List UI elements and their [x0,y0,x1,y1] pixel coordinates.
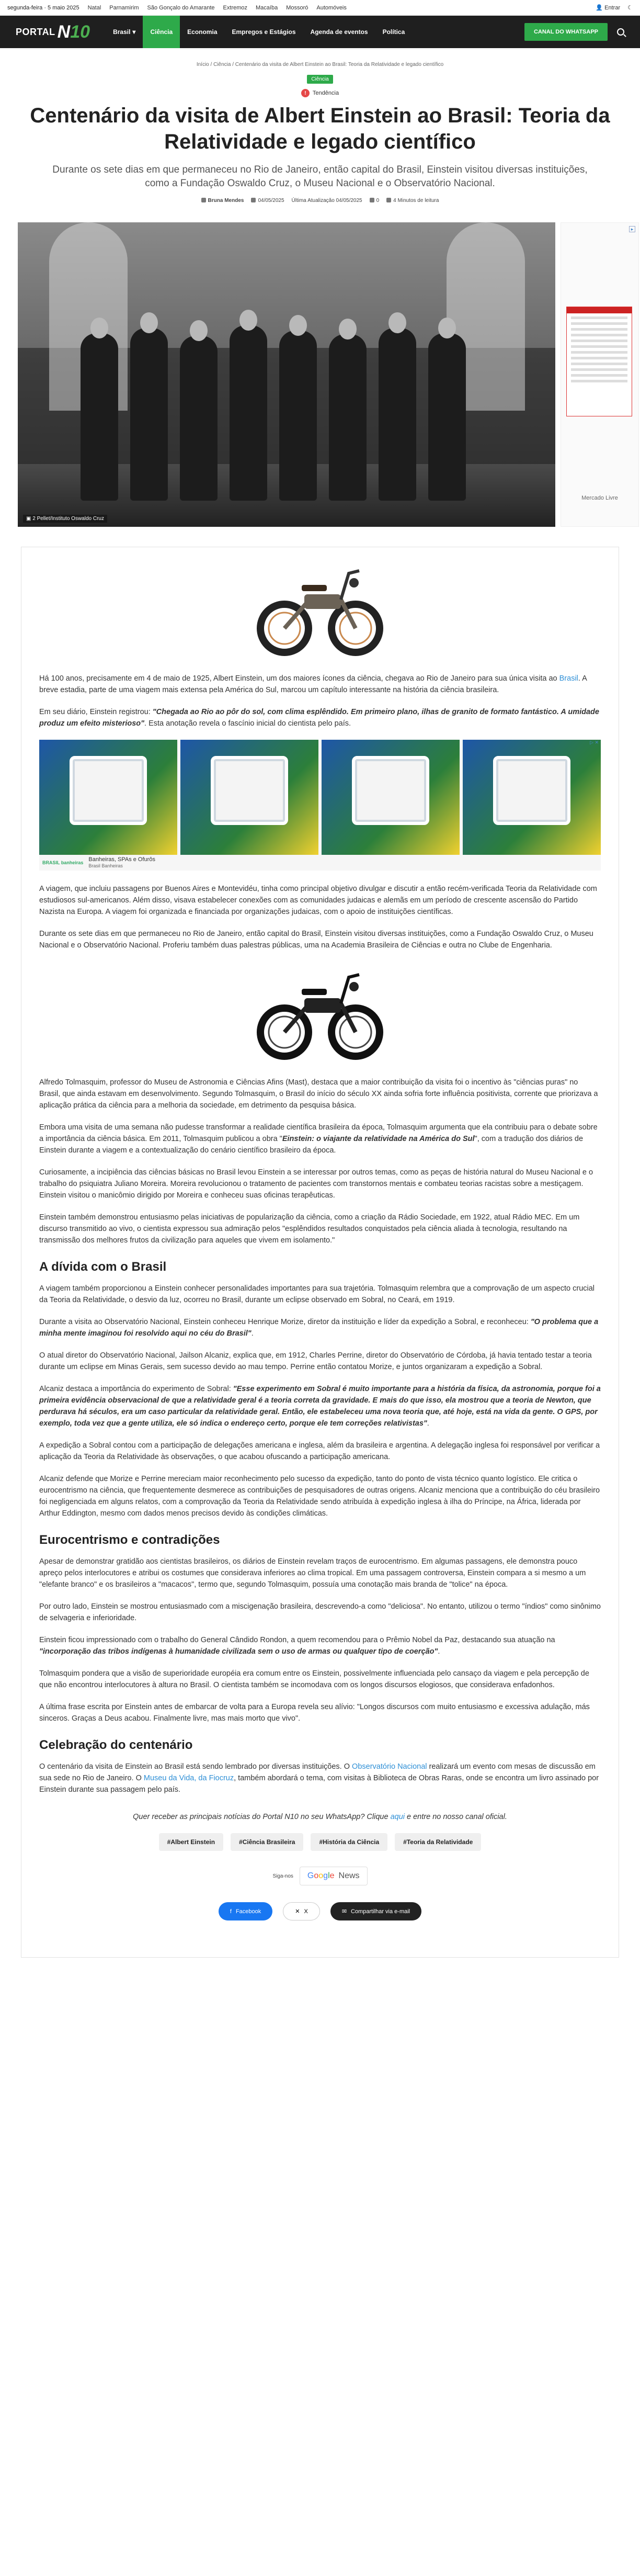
category-badge[interactable]: Ciência [307,75,333,84]
heading-celebracao: Celebração do centenário [39,1738,193,1752]
paragraph-3: A viagem, que incluiu passagens por Buenos Aires e Montevidéu, tinha como principal objetivo divulgar e discutir a então recém-verificada Teoria da Relatividade com estudiosos sul-americanos. Além disso, visava estabelecer conexões com as comunidades judaicas e alemãs em um período de crescente ascensão do Partido Nazista na Europa. A viagem foi organizada e financiada por organizações judaicas, com o apoio de instituições científicas. [39,885,597,916]
article-body [21,547,619,1958]
nav-item-agenda[interactable]: Agenda de eventos [310,28,368,36]
topbar-link-sao-goncalo[interactable]: São Gonçalo do Amarante [147,4,215,11]
search-icon[interactable] [617,28,624,36]
nav-item-ciencia[interactable]: Ciência [143,16,180,48]
ad-close-icon[interactable]: ▸ [629,226,635,232]
paragraph-7: Curiosamente, a incipiência das ciências básicas no Brasil levou Einstein a se interessar por outros temas, como as peças de história natural do Museu Nacional e o trabalho do psiquiatra Juliano Moreira. Moreira revolucionou o tratamento de pacientes com transtornos mentais e combateu teorias racistas sobre a mestiçagem. Einstein visitou o manicômio dirigido por Moreira e conheceu suas oficinas terapêuticas. [39,1168,593,1200]
ad-headline: Banheiras, SPAs e Ofurôs Brasil Banheiras [88,856,155,868]
ad-tile-1 [39,740,177,855]
paragraph-5: Alfredo Tolmasquim, professor do Museu de Astronomia e Ciências Afins (Mast), destaca que a maior contribuição da visita foi o incentivo às "ciências puras" no Brasil, que ainda estavam em desenvolvimento. Segundo Tolmasquim, o Brasil do início do século XX ainda sofria forte influência positivista, corrente que priorizava a aplicação prática da ciência para a melhoria da sociedade, em detrimento da pesquisa básica. [39,1078,598,1110]
comment-icon [370,198,374,202]
topbar-link-parnamirim[interactable]: Parnamirim [109,4,139,11]
whatsapp-channel-button[interactable]: CANAL DO WHATSAPP [524,23,608,41]
tag-ciencia-brasileira[interactable]: #Ciência Brasileira [231,1833,303,1851]
x-icon: ✕ [295,1908,300,1915]
ad-tile-4 [463,740,601,855]
main-navbar [0,16,640,48]
share-x-button[interactable]: ✕ X [283,1902,320,1920]
trend-indicator [0,89,640,97]
paragraph-19: A última frase escrita por Einstein antes de embarcar de volta para a Europa revela seu alívio: "Longos discursos com muito entusiasmo e excessiva adulação, más sinceros. Graças a Deus acabou. Finalmente livre, mas mais morto que vivo". [39,1703,590,1723]
share-facebook-button[interactable]: f Facebook [219,1902,272,1920]
hero-image [18,222,555,527]
tag-list [39,1833,601,1851]
ad-bike-image[interactable] [39,558,601,657]
follow-us [39,1867,601,1885]
ad-brand-logo: BRASIL banheiras [42,860,84,865]
email-icon: ✉ [341,1908,347,1915]
ad-product-card [566,307,632,416]
article-meta [0,198,640,204]
comment-count[interactable]: 0 [370,198,380,204]
nav-item-empregos[interactable]: Empregos e Estágios [232,28,296,36]
nav-item-politica[interactable]: Política [382,28,405,36]
share-buttons [39,1902,601,1936]
ad-source-label: Mercado Livre [581,495,618,501]
link-museu-da-vida[interactable]: Museu da Vida, da Fiocruz [143,1774,234,1782]
trend-label: Tendência [312,90,339,96]
breadcrumb[interactable]: Início / Ciência / Centenário da visita de Albert Einstein ao Brasil: Teoria da Relatividade e legado científico [196,62,444,67]
top-bar-left [7,5,347,11]
ad-choices-icon[interactable]: ▷ ✕ [590,740,599,745]
paragraph-15: Apesar de demonstrar gratidão aos cientistas brasileiros, os diários de Einstein revelam traços de eurocentrismo. Em algumas passagens, ele demonstra pouco apreço pelos interlocutores e atribui os costumes que considerava inferiores ao clima tropical. Em uma passagem controversa, Einstein compara a si mesmo a um "elefante branco" e os brasileiros a "macacos", termo que, segundo Tolmasquim, possuía uma conotação mais branda de "tolice" na época. [39,1557,586,1589]
link-observatorio-nacional[interactable]: Observatório Nacional [352,1762,427,1771]
image-credit: ▣ 2 Pellet/Instituto Oswaldo Cruz [23,515,107,523]
chevron-down-icon: ▾ [132,28,136,36]
paragraph-2: Em seu diário, Einstein registrou: "Chegada ao Rio ao pôr do sol, com clima esplêndido. Em primeiro plano, ilhas de granito de formato fantástico. A umidade produz um efeito misterioso". Esta anotação revela o fascínio inicial do cientista pelo país. [39,708,599,728]
article-subtitle: Durante os sete dias em que permaneceu no Rio de Janeiro, então capital do Brasil, Einstein visitou diversas instituições, como a Fundação Oswaldo Cruz, o Museu Nacional e o Observatório Nacional. [52,164,588,189]
nav-right [524,23,624,41]
side-advertisement[interactable] [561,222,639,527]
tag-historia-da-ciencia[interactable]: #História da Ciência [311,1833,387,1851]
whatsapp-cta-link[interactable]: aqui [390,1813,405,1821]
paragraph-6: Embora uma visita de uma semana não pudesse transformar a realidade científica brasileira da época, Tolmasquim argumenta que ela contribuiu para o debate sobre a importância da ciência básica. Em 2011, Tolmasquim publicou a obra "Einstein: o viajante da relatividade na América do Sul", com a tradução dos diários de Einstein durante a viagem e a contextualização do cenário científico brasileiro da época. [39,1123,598,1155]
facebook-icon: f [230,1908,232,1915]
ad-tile-3 [322,740,460,855]
read-time: 4 Minutos de leitura [386,198,439,204]
nav-menu [106,16,412,48]
logo-portal-text: PORTAL [16,26,55,37]
top-bar-right [596,4,633,11]
publish-date: 04/05/2025 [251,198,284,204]
ad-banner-bathtubs[interactable] [39,740,601,871]
calendar-icon [251,198,256,202]
ad-tile-2 [180,740,318,855]
top-bar [0,0,640,16]
trend-icon: ! [301,89,310,97]
clock-icon [386,198,391,202]
dark-mode-toggle-icon[interactable]: ☾ [627,5,633,11]
user-icon [201,198,206,202]
paragraph-11: O atual diretor do Observatório Nacional, Jailson Alcaniz, explica que, em 1912, Charles Perrine, diretor do Observatório de Córdoba, já havia tentado testar a teoria durante um eclipse em Minas Gerais, sem sucesso devido ao mau tempo. Perrine então contatou Morize, e juntos organizaram a expedição a Sobral. [39,1351,592,1371]
camera-icon: ▣ [26,516,33,522]
topbar-link-macaiba[interactable]: Macaíba [256,4,278,11]
updated-date: Última Atualização 04/05/2025 [291,198,362,204]
site-logo[interactable] [16,22,90,42]
paragraph-8: Einstein também demonstrou entusiasmo pelas iniciativas de popularização da ciência, como a criação da Rádio Sociedade, em 1922, atual Rádio MEC. Em um discurso transmitido ao vivo, o cientista expressou sua admiração pelos "esplêndidos resultados conquistados pela ciência aliada à tecnologia, resultando na transmissão dos melhores frutos da civilização para aqueles que vivem em isolamento." [39,1213,580,1245]
ad-bike-image-2[interactable] [39,962,601,1061]
user-icon: 👤 [596,5,605,11]
ebike-ad-graphic-2 [252,962,388,1061]
heading-divida: A dívida com o Brasil [39,1260,167,1274]
paragraph-17: Einstein ficou impressionado com o trabalho do General Cândido Rondon, a quem recomendou para o Prêmio Nobel da Paz, destacando sua atuação na "incorporação das tribos indígenas à humanidade civilizada sem o uso de armas ou qualquer tipo de coerção". [39,1636,555,1656]
paragraph-20: O centenário da visita de Einstein ao Brasil está sendo lembrado por diversas instituições. O Observatório Nacional realizará um evento com mesas de discussão em sua sede no Rio de Janeiro. O Museu da Vida, da Fiocruz, também abordará o tema, com visitas à Biblioteca de Obras Raras, onde se encontra um livro assinado por Einstein durante sua passagem pelo país. [39,1762,599,1794]
google-news-icon: Google [307,1871,335,1880]
login-link[interactable] [596,4,620,11]
tag-albert-einstein[interactable]: #Albert Einstein [159,1833,223,1851]
paragraph-16: Por outro lado, Einstein se mostrou entusiasmado com a miscigenação brasileira, descrevendo-a como "deliciosa". No entanto, utilizou o termo "índios" como sinônimo de selvageria e inferioridade. [39,1602,601,1622]
paragraph-4: Durante os sete dias em que permaneceu no Rio de Janeiro, então capital do Brasil, Einstein visitou diversas instituições, como a Fundação Oswaldo Cruz, o Museu Nacional e o Observatório Nacional. Proferiu também duas palestras públicas, uma na Academia Brasileira de Ciências e outra no Clube de Engenharia. [39,930,593,950]
login-label: Entrar [604,5,621,11]
paragraph-10: Durante a visita ao Observatório Nacional, Einstein conheceu Henrique Morize, diretor da instituição e líder da expedição a Sobral, e reconheceu: "O problema que a minha mente imaginou foi resolvido aqui no céu do Brasil". [39,1318,599,1338]
nav-item-economia[interactable]: Economia [187,28,218,36]
paragraph-12: Alcaniz destaca a importância do experimento de Sobral: "Esse experimento em Sobral é muito importante para a história da física, da astronomia, porque foi a primeira evidência observacional de que a relatividade geral é a teoria correta da gravidade. E mais do que isso, ela mostrou que a teoria de Newton, que perdurava há séculos, era um caso particular da relatividade geral. Então, ele estabeleceu uma nova teoria que, até hoje, está na vida da gente. O GPS, por exemplo, toda vez que a gente utiliza, ele só indica o endereço certo, porque ele tem correções relativistas". [39,1385,601,1428]
paragraph-14: Alcaniz defende que Morize e Perrine mereciam maior reconhecimento pelo sucesso da expedição, tanto do ponto de vista técnico quanto logístico. Ele critica o eurocentrismo na ciência, que frequentemente desmerece as contribuições de pesquisadores de outras origens. Alcaniz menciona que a contribuição do céu brasileiro foi negligenciada em alguns relatos, com a comprovação da Teoria da Relatividade sendo atribuída à expedição inglesa à ilha do Príncipe, na África, liderada por Arthur Eddington, mesmo com dados menos precisos devido às condições climáticas. [39,1475,600,1518]
tag-teoria-da-relatividade[interactable]: #Teoria da Relatividade [395,1833,481,1851]
paragraph-1: Há 100 anos, precisamente em 4 de maio de 1925, Albert Einstein, um dos maiores ícones da ciência, chegava ao Rio de Janeiro para sua única visita ao Brasil. A breve estadia, parte de uma viagem mais extensa pela América do Sul, marcou um capítulo interessante na história da ciência brasileira. [39,674,587,694]
heading-eurocentrismo: Eurocentrismo e contradições [39,1533,220,1547]
paragraph-18: Tolmasquim pondera que a visão de superioridade européia era comum entre os Einstein, possivelmente influenciada pelo cansaço da viagem e pela percepção de que não encontrou interlocutores à altura no Brasil. O cientista também se incomodava com os longos discursos elogiosos, que considerava enfadonhos. [39,1669,589,1689]
current-date: segunda-feira · 5 maio 2025 [7,4,79,11]
ebike-ad-graphic [252,558,388,657]
author[interactable]: Bruna Mendes [201,198,244,204]
nav-item-brasil[interactable]: Brasil ▾ [113,28,136,36]
share-email-button[interactable]: ✉ Compartilhar via e-mail [330,1902,421,1920]
hero-row [18,222,640,527]
paragraph-9: A viagem também proporcionou a Einstein conhecer personalidades importantes para sua trajetória. Tolmasquim relembra que a comprovação de um aspecto crucial da Teoria da Relatividade, o desvio da luz, ocorreu no Brasil, durante um eclipse observado em Sobral, no Ceará, em 1919. [39,1284,595,1304]
google-news-button[interactable]: Google News [300,1867,368,1885]
paragraph-13: A expedição a Sobral contou com a participação de delegações americana e inglesa, além da brasileira e argentina. A delegação inglesa foi responsável por verificar a aplicação da Teoria da Relatividade às observações, o que acabou ofuscando a participação americana. [39,1441,600,1461]
topbar-link-mossoro[interactable]: Mossoró [286,4,308,11]
whatsapp-cta: Quer receber as principais notícias do Portal N10 no seu WhatsApp? Clique aqui e entre no nosso canal oficial. [133,1813,507,1821]
follow-label: Siga-nos [272,1873,293,1879]
page-title: Centenário da visita de Albert Einstein ao Brasil: Teoria da Relatividade e legado científico [30,104,610,153]
link-brasil[interactable]: Brasil [559,674,578,683]
logo-n10: N10 [57,21,90,42]
ad-footer [39,855,155,871]
topbar-link-extremoz[interactable]: Extremoz [223,4,248,11]
topbar-link-automoveis[interactable]: Automóveis [316,4,347,11]
topbar-link-natal[interactable]: Natal [87,4,101,11]
